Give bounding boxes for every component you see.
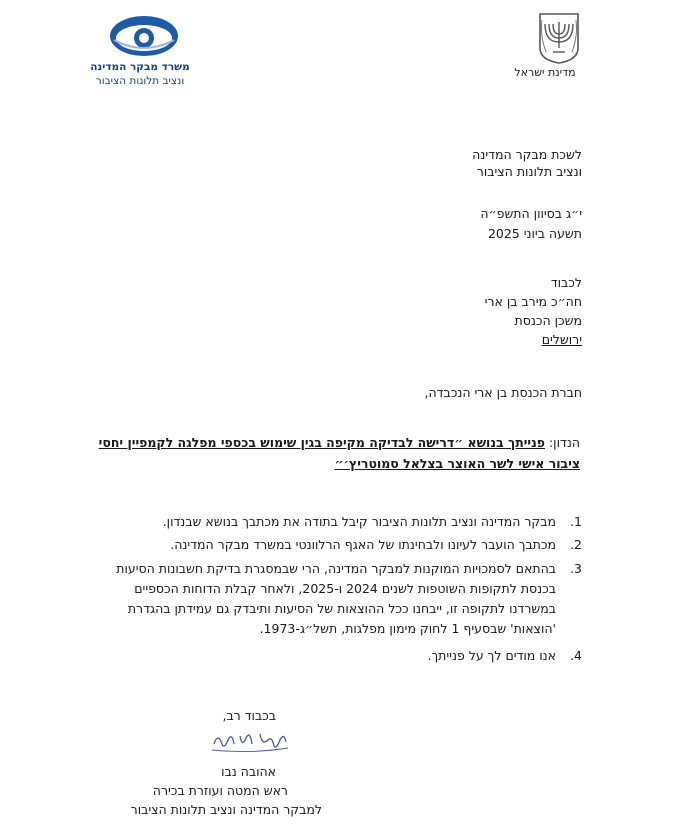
subject-line2: ציבור אישי לשר האוצר בצלאל סמוטריץ׳״ (334, 456, 580, 471)
list-item-number: 2. (570, 537, 582, 552)
subject-line1: פנייתך בנושא ״דרישה לבדיקה מקיפה בגין שימוש בכספי מפלגה לקמפיין יחסי (98, 435, 545, 450)
recipient-city: ירושלים (541, 332, 582, 347)
list-item-text: בהתאם לסמכויות המוקנות למבקר המדינה, הרי שבמסגרת בדיקת חשבונות הסיעות בכנסת לתקופות השוטפות לשנים 2024 ו-2025, ולאחר קבלת הדוחות הכספיים במשרדנו לתקופה זו, ייבחנו ככל ההוצאות של הסיעות ותיבדק גם עמידתן בהגדרת 'הוצאות' שבסעיף 1 לחוק מימון מפלגות, תשל״ג-1973. (116, 561, 556, 636)
recipient-place: משכן הכנסת (514, 313, 582, 328)
date-hebrew: י״ג בסיוון התשפ״ה (480, 206, 582, 221)
signer-title2: למבקר המדינה ונציב תלונות הציבור (130, 802, 322, 817)
menorah-emblem-icon (536, 12, 582, 64)
subject-block (98, 432, 580, 474)
list-item (112, 646, 582, 666)
recipient-to: לכבוד (550, 275, 582, 290)
comptroller-caption-line2: ונציב תלונות הציבור (95, 75, 185, 87)
date-gregorian: תשעה ביוני 2025 (487, 226, 582, 241)
closing: בכבוד רב, (222, 708, 276, 723)
state-comptroller-logo-icon (108, 14, 180, 58)
list-item (112, 535, 582, 555)
list-item-number: 4. (570, 648, 582, 663)
handwritten-signature (210, 726, 290, 756)
list-item-text: אנו מודים לך על פנייתך. (427, 648, 556, 663)
list-item-number: 1. (570, 514, 582, 529)
signer-name: אהובה נבו (221, 764, 276, 779)
recipient-name: חה״כ מירב בן ארי (484, 294, 582, 309)
list-item-text: מבקר המדינה ונציב תלונות הציבור קיבל בתודה את מכתבך בנושא שבנדון. (162, 514, 556, 529)
list-item-text: מכתבך הועבר לעיונו ולבחינתו של האגף הרלוונטי במשרד מבקר המדינה. (170, 537, 556, 552)
greeting: חברת הכנסת בן ארי הנכבדה, (424, 385, 582, 400)
signer-title1: ראש המטה ועוזרת בכירה (152, 783, 288, 798)
emblem-caption: מדינת ישראל (514, 66, 576, 79)
comptroller-caption (90, 60, 190, 88)
list-item (112, 559, 582, 639)
sender-line2: ונציב תלונות הציבור (476, 164, 582, 179)
comptroller-caption-line1: משרד מבקר המדינה (90, 61, 190, 73)
sender-line1: לשכת מבקר המדינה (472, 147, 582, 162)
list-item-number: 3. (570, 561, 582, 576)
subject-label: הנדון: (548, 435, 580, 450)
list-item (112, 512, 582, 532)
